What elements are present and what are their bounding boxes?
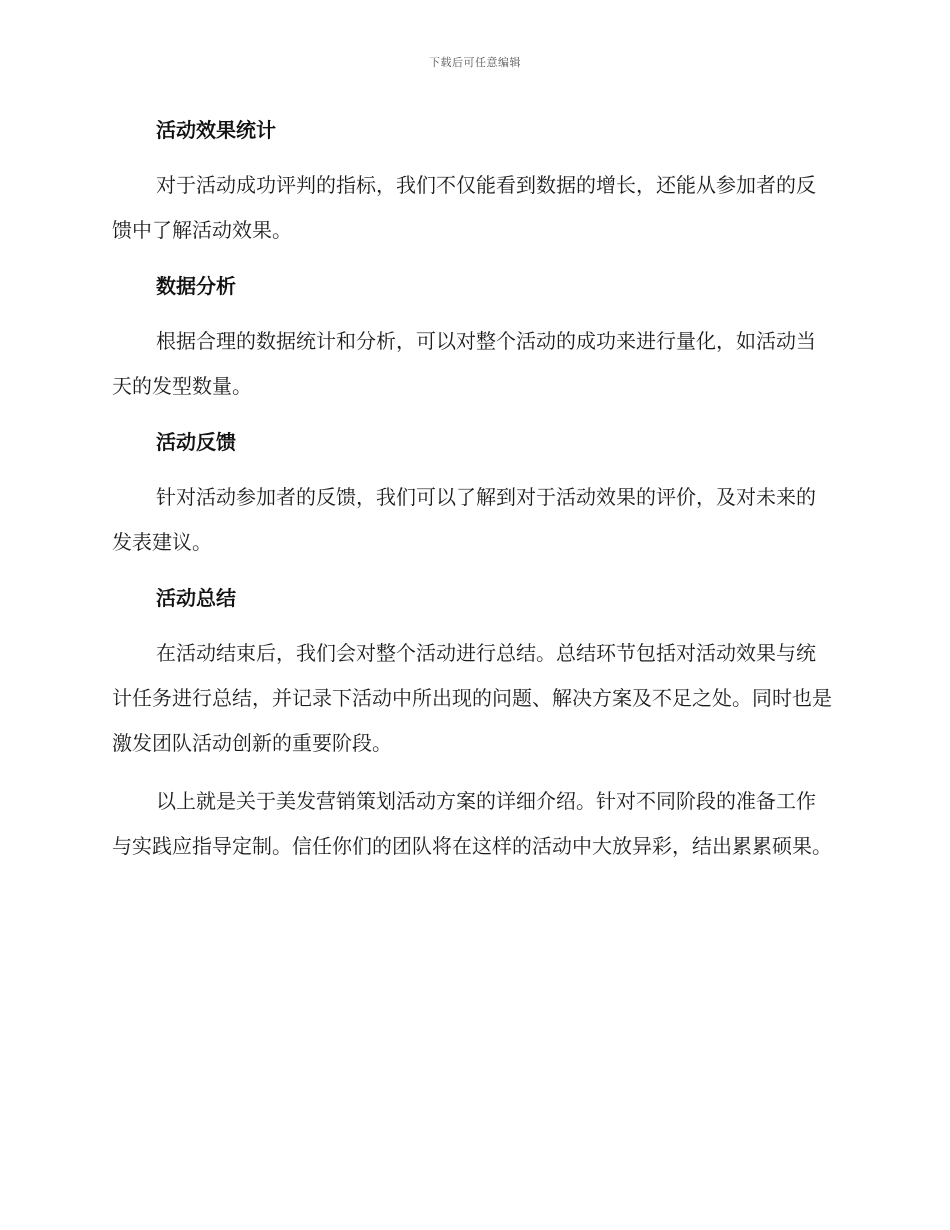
document-body: [112, 110, 832, 869]
section-heading-effect-stats: 活动效果统计: [156, 118, 276, 142]
section-heading-feedback: 活动反馈: [156, 430, 236, 454]
section-heading-data-analysis: 数据分析: [156, 274, 236, 298]
page-header: 下载后可任意编辑: [429, 56, 521, 69]
section-paragraph-data-analysis: 根据合理的数据统计和分析，可以对整个活动的成功来进行量化，如活动当天的发型数量。: [112, 329, 816, 398]
section-heading-summary: 活动总结: [156, 586, 236, 610]
section-paragraph-feedback: 针对活动参加者的反馈，我们可以了解到对于活动效果的评价，及对未来的发表建议。: [112, 485, 816, 554]
section-paragraph-summary: 在活动结束后，我们会对整个活动进行总结。总结环节包括对活动效果与统计任务进行总结，并记录下活动中所出现的问题、解决方案及不足之处。同时也是激发团队活动创新的重要阶段。: [112, 641, 832, 755]
closing-paragraph: 以上就是关于美发营销策划活动方案的详细介绍。针对不同阶段的准备工作与实践应指导定制。信任你们的团队将在这样的活动中大放异彩，结出累累硕果。: [112, 789, 832, 858]
section-paragraph-effect-stats: 对于活动成功评判的指标，我们不仅能看到数据的增长，还能从参加者的反馈中了解活动效果。: [112, 173, 816, 242]
